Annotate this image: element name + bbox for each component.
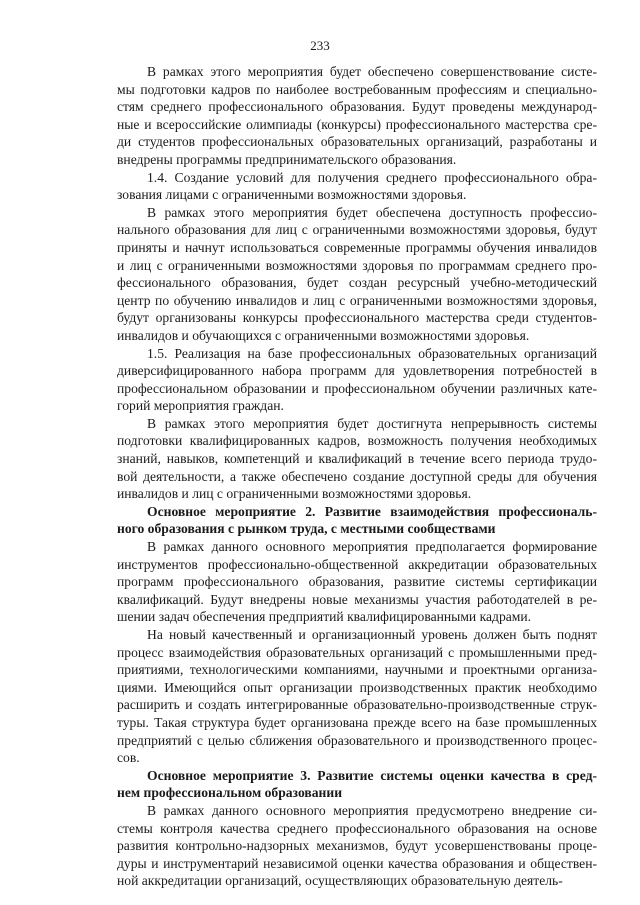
text-line: ного образования с рынком труда, с местными сообществами bbox=[117, 521, 496, 537]
text-line: предприятий с целью сближения образовательного и производственного процес- bbox=[117, 732, 597, 748]
text-line: шении задач обеспечения предприятий квалифицированными кадрами. bbox=[117, 609, 532, 625]
paragraph bbox=[117, 345, 597, 415]
text-line: В рамках этого мероприятия будет достигнута непрерывность системы bbox=[147, 415, 597, 431]
text-line: инвалидов и обучающихся с ограниченными возможностями здоровья. bbox=[117, 327, 530, 343]
paragraph bbox=[117, 204, 597, 345]
text-line: стемы контроля качества среднего профессионального образования на основе bbox=[117, 820, 597, 836]
paragraph bbox=[117, 169, 597, 204]
text-line: фессионального образования, будет создан ресурсный учебно-методический bbox=[117, 275, 597, 291]
text-line: центр по обучению инвалидов и лиц с ограниченными возможностями здоровья, bbox=[117, 292, 597, 308]
text-line: расширить и создать интегрированные образовательно-производственные струк- bbox=[117, 697, 597, 713]
text-line: В рамках этого мероприятия будет обеспечена доступность профессио- bbox=[147, 204, 597, 220]
text-line: зования лицами с ограниченными возможностями здоровья. bbox=[117, 187, 467, 203]
section-heading bbox=[117, 503, 597, 538]
text-line: профессиональном образовании и профессиональном обучении различных кате- bbox=[117, 380, 597, 396]
text-line: развития контрольно-надзорных механизмов, будут усовершенствованы проце- bbox=[117, 838, 597, 854]
text-line: ди студентов профессиональных образовательных организаций, разработаны и bbox=[117, 134, 597, 150]
paragraph bbox=[117, 626, 597, 767]
paragraph bbox=[117, 802, 597, 890]
text-line: В рамках этого мероприятия будет обеспечено совершенствование систе- bbox=[147, 64, 597, 79]
text-line: программ профессионального образования, развитие системы сертификации bbox=[117, 574, 597, 590]
text-line: знаний, навыков, компетенций и квалификаций в течение всего периода трудо- bbox=[117, 451, 597, 467]
text-line: горий мероприятия граждан. bbox=[117, 398, 284, 414]
text-line: Основное мероприятие 3. Развитие системы оценки качества в сред- bbox=[147, 767, 597, 783]
text-line: 1.4. Создание условий для получения среднего профессионального обра- bbox=[147, 169, 597, 185]
text-line: На новый качественный и организационный уровень должен быть поднят bbox=[147, 627, 597, 642]
body-text bbox=[117, 63, 597, 890]
text-line: вой деятельности, а также обеспечено создание доступной среды для обучения bbox=[117, 468, 597, 484]
text-line: мы подготовки кадров по наиболее востребованным профессиям и специально- bbox=[117, 81, 597, 97]
text-line: и лиц с ограниченными возможностями здоровья по программам среднего про- bbox=[117, 257, 597, 273]
text-line: туры. Такая структура будет организована прежде всего на базе промышленных bbox=[117, 714, 597, 730]
text-line: нального образования для лиц с ограниченными возможностями здоровья, будут bbox=[117, 222, 597, 238]
text-line: квалификаций. Будут внедрены новые механизмы участия работодателей в ре- bbox=[117, 591, 597, 607]
text-line: диверсифицированного набора программ для удовлетворения потребностей в bbox=[117, 363, 597, 379]
text-line: внедрены программы предпринимательского образования. bbox=[117, 151, 457, 167]
text-line: нем профессиональном образовании bbox=[117, 785, 343, 801]
text-line: В рамках данного основного мероприятия предусмотрено внедрение си- bbox=[147, 802, 597, 818]
section-heading bbox=[117, 767, 597, 802]
text-line: инструментов профессионально-общественной аккредитации образовательных bbox=[117, 556, 597, 572]
text-line: циями. Имеющийся опыт организации производственных практик необходимо bbox=[117, 679, 597, 695]
paragraph bbox=[117, 63, 597, 169]
text-line: приятиями, технологическими компаниями, научными и проектными организа- bbox=[117, 662, 597, 678]
text-line: 1.5. Реализация на базе профессиональных образовательных организаций bbox=[147, 345, 597, 361]
text-line: сов. bbox=[117, 750, 140, 766]
text-line: ные и всероссийские олимпиады (конкурсы) профессионального мастерства сре- bbox=[117, 116, 597, 132]
text-line: стям среднего профессионального образования. Будут проведены международ- bbox=[117, 99, 597, 115]
text-line: инвалидов и лиц с ограниченными возможностями здоровья. bbox=[117, 486, 472, 502]
page-number: 233 bbox=[310, 38, 330, 53]
text-line: дуры и инструментарий независимой оценки качества образования и обществен- bbox=[117, 855, 597, 871]
paragraph bbox=[117, 415, 597, 503]
text-line: Основное мероприятие 2. Развитие взаимодействия профессиональ- bbox=[147, 503, 597, 519]
text-line: приняты и начнут использоваться современные программы обучения инвалидов bbox=[117, 239, 597, 255]
text-line: процесс взаимодействия образовательных организаций с промышленными пред- bbox=[117, 644, 597, 660]
text-line: будут организованы конкурсы профессионального мастерства среди студентов- bbox=[117, 310, 597, 326]
text-line: подготовки квалифицированных кадров, возможность получения необходимых bbox=[117, 433, 597, 449]
text-line: ной аккредитации организаций, осуществляющих образовательную деятель- bbox=[117, 873, 563, 889]
text-line: В рамках данного основного мероприятия предполагается формирование bbox=[147, 539, 597, 555]
paragraph bbox=[117, 538, 597, 626]
